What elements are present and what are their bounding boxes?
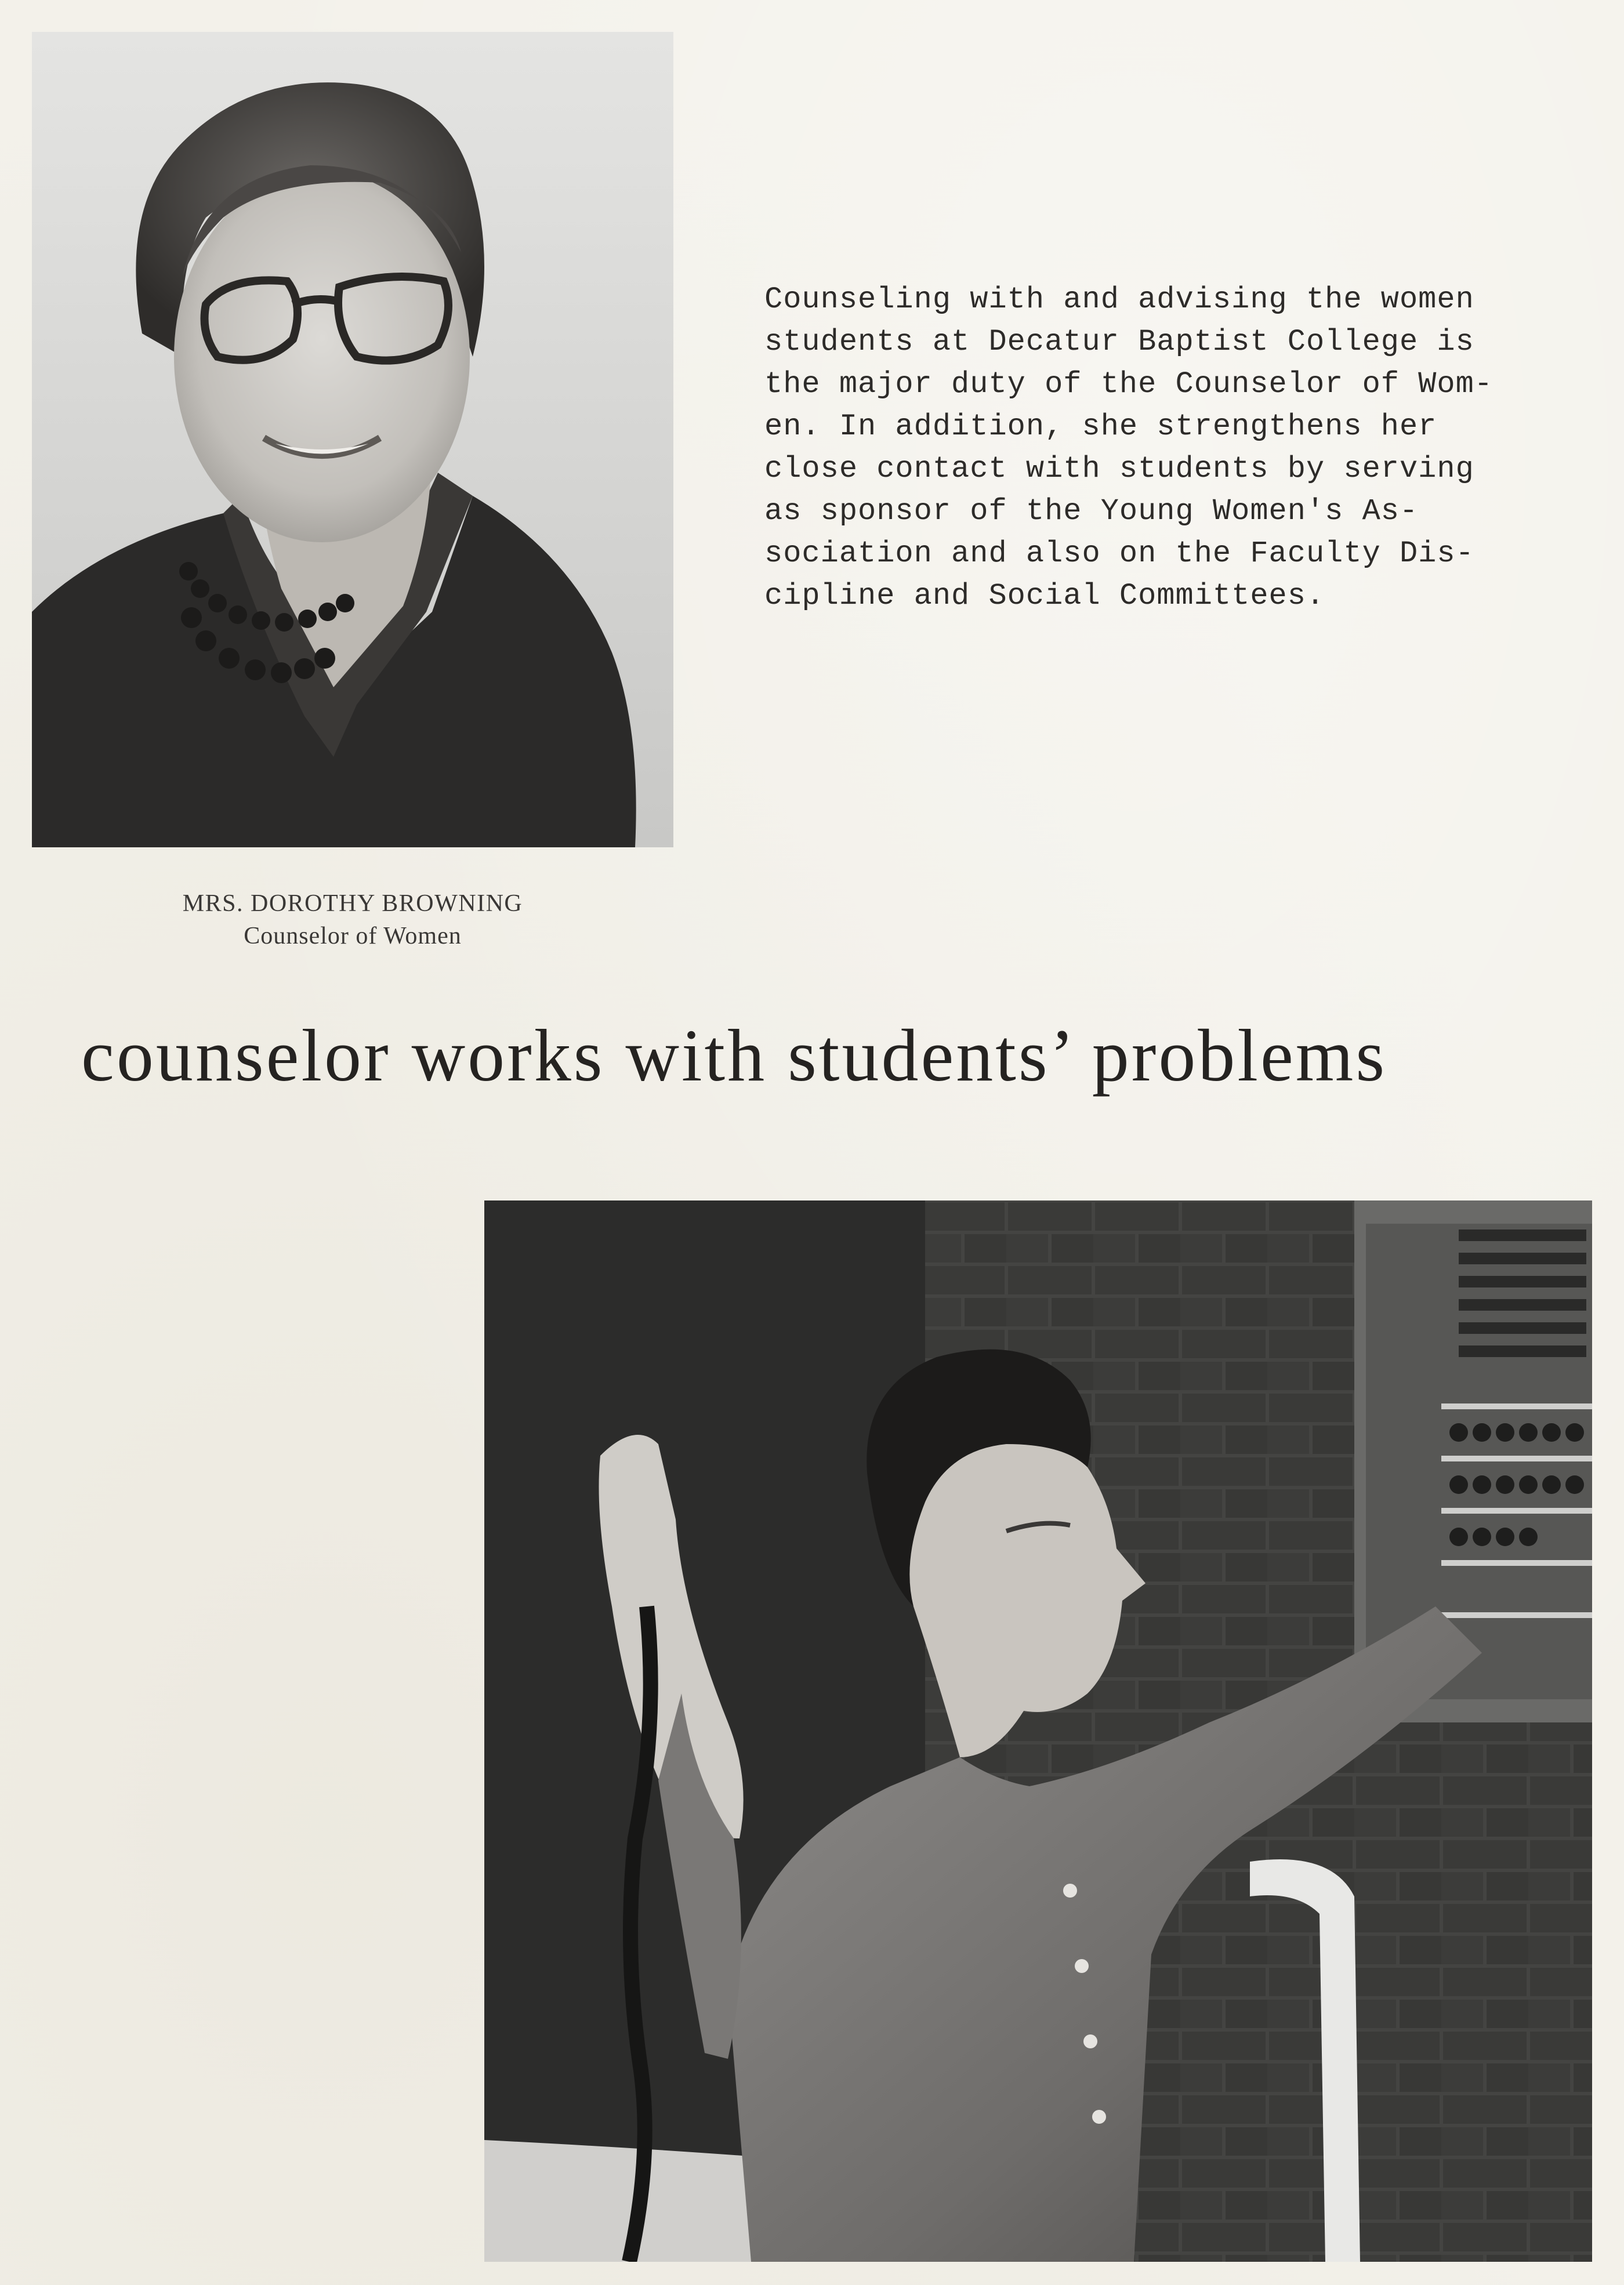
caption-name: MRS. DOROTHY BROWNING: [182, 890, 523, 917]
intro-paragraph: Counseling with and advising the women students at Decatur Baptist College is the major duty of the Counselor of Wom- en. In addition, she strengthens her close contact with students by serving as sponsor of the Young Women's As- sociation and also on the Faculty Dis- cipline and Social Committees.: [764, 282, 1493, 613]
page-headline: counselor works with students’ problems: [81, 1014, 1387, 1097]
portrait-caption: [32, 887, 673, 952]
switchboard-photo: [484, 1200, 1592, 2262]
caption-title: Counselor of Women: [244, 923, 462, 949]
portrait-photo: [32, 32, 673, 847]
